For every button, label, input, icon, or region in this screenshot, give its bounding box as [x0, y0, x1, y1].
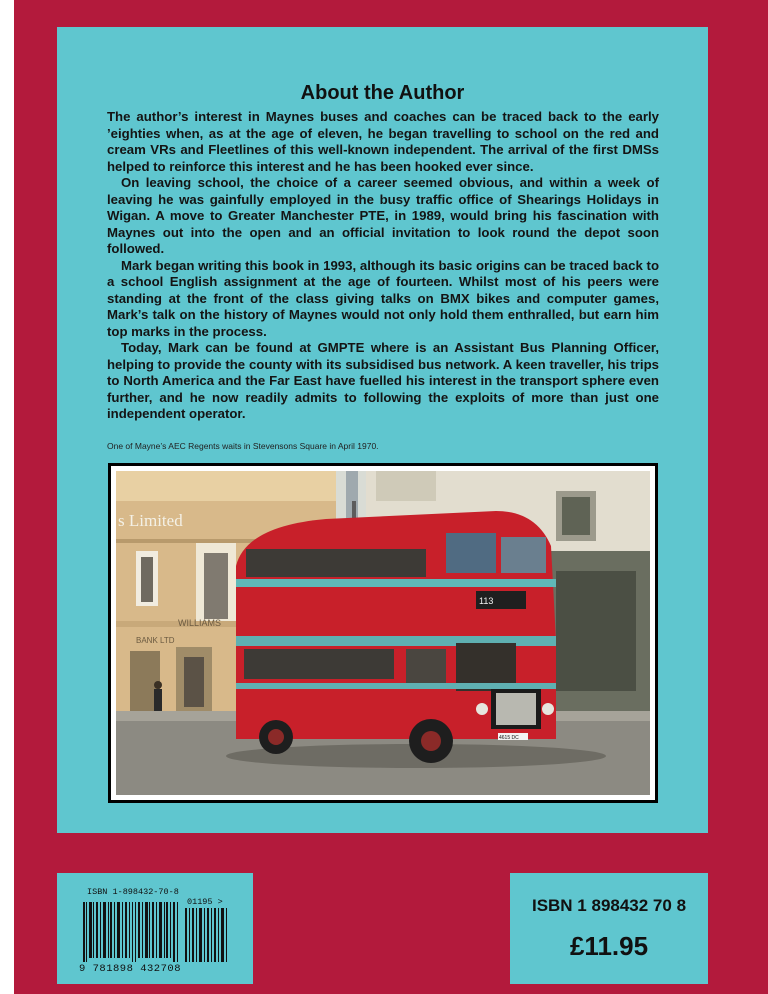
- registration-plate: 4615 DC: [499, 735, 519, 741]
- barcode-ean-digits: 9 781898 432708: [79, 963, 182, 975]
- price-box: [510, 873, 708, 984]
- price: £11.95: [569, 931, 649, 961]
- bus-photo: [116, 471, 650, 795]
- route-number: 113: [479, 596, 494, 606]
- barcode-addon-digits: 01195 >: [187, 897, 223, 907]
- author-bio: [107, 109, 659, 423]
- barcode-isbn-text: ISBN 1-898432-70-8: [87, 887, 179, 897]
- bank-sign: BANK LTD: [136, 636, 175, 645]
- bank-sign-2: WILLIAMS: [178, 618, 222, 628]
- about-title: About the Author: [300, 82, 465, 104]
- bio-paragraph: On leaving school, the choice of a career seemed obvious, and within a week of leaving he was gainfully employed in the busy traffic office of Shearings Holidays in Wigan. A move to Greater Manchester PTE, in 1989, would bring his fascination with Maynes out into the open and an official invitation to look round the depot soon followed.: [107, 175, 659, 256]
- barcode-bars: [83, 898, 233, 962]
- photo-caption: One of Mayne’s AEC Regents waits in Stevensons Square in April 1970.: [107, 441, 379, 451]
- bio-paragraph: Today, Mark can be found at GMPTE where is an Assistant Bus Planning Officer, helping to provide the county with its subsidised bus network. A keen traveller, his trips to North America and the Far East have fuelled his interest in the transport sphere even further, and he now readily admits to following the exploits of more than just one independent operator.: [107, 340, 659, 421]
- bio-paragraph: The author’s interest in Maynes buses and coaches can be traced back to the early ’eighties when, as at the age of eleven, he began travelling to school on the red and cream VRs and Fleetlines of this well-known independent. The arrival of the first DMSs helped to reinforce this interest and he has been hooked ever since.: [107, 109, 659, 174]
- bio-paragraph: Mark began writing this book in 1993, although its basic origins can be traced back to a school English assignment at the age of fourteen. Whilst most of his peers were standing at the front of the class giving talks on BMX bikes and computer games, Mark’s talk on the history of Maynes would not only hold them enthralled, but earn him top marks in the process.: [107, 257, 659, 339]
- building-sign: s Limited: [118, 511, 183, 530]
- about-panel: [57, 27, 708, 833]
- barcode-box: [57, 873, 253, 984]
- price-isbn: ISBN 1 898432 70 8: [531, 896, 687, 915]
- bus-photo-frame: [108, 463, 658, 803]
